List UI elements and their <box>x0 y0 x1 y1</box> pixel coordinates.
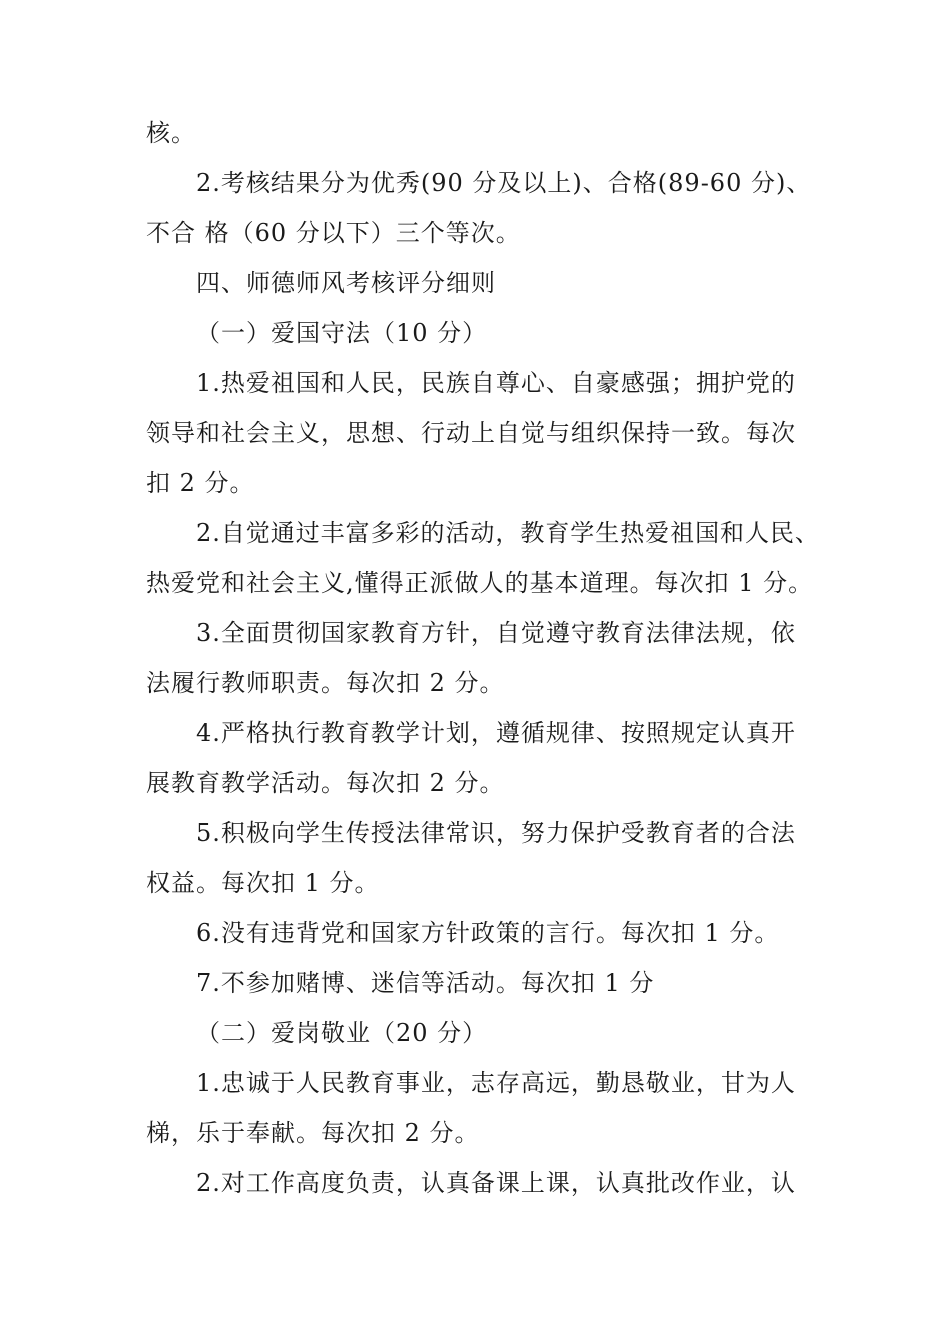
subsection-heading: （二）爱岗敬业（20 分） <box>196 1019 488 1047</box>
text-line: 梯，乐于奉献。每次扣 2 分。 <box>146 1119 480 1147</box>
text-line: 1.热爱祖国和人民，民族自尊心、自豪感强；拥护党的 <box>196 369 796 397</box>
text-line: 4.严格执行教育教学计划，遵循规律、按照规定认真开 <box>196 719 796 747</box>
text-line: 核。 <box>146 119 196 147</box>
subsection-heading: （一）爱国守法（10 分） <box>196 319 488 347</box>
text-line: 权益。每次扣 1 分。 <box>146 869 380 897</box>
section-heading: 四、师德师风考核评分细则 <box>196 269 496 297</box>
text-line: 领导和社会主义，思想、行动上自觉与组织保持一致。每次 <box>146 419 796 447</box>
text-line: 6.没有违背党和国家方针政策的言行。每次扣 1 分。 <box>196 919 780 947</box>
text-line: 2.自觉通过丰富多彩的活动，教育学生热爱祖国和人民、 <box>196 519 820 547</box>
text-line: 5.积极向学生传授法律常识，努力保护受教育者的合法 <box>196 819 796 847</box>
text-line: 3.全面贯彻国家教育方针，自觉遵守教育法律法规，依 <box>196 619 796 647</box>
text-line: 法履行教师职责。每次扣 2 分。 <box>146 669 505 697</box>
text-line: 2.对工作高度负责，认真备课上课，认真批改作业，认 <box>196 1169 796 1197</box>
text-line: 热爱党和社会主义,懂得正派做人的基本道理。每次扣 1 分。 <box>146 569 814 597</box>
text-line: 展教育教学活动。每次扣 2 分。 <box>146 769 505 797</box>
text-line: 7.不参加赌博、迷信等活动。每次扣 1 分 <box>196 969 655 997</box>
text-line: 1.忠诚于人民教育事业，志存高远，勤恳敬业，甘为人 <box>196 1069 796 1097</box>
text-line: 不合 格（60 分以下）三个等次。 <box>146 219 521 247</box>
text-line: 扣 2 分。 <box>146 469 255 497</box>
text-line: 2.考核结果分为优秀(90 分及以上)、合格(89-60 分)、 <box>196 169 812 197</box>
